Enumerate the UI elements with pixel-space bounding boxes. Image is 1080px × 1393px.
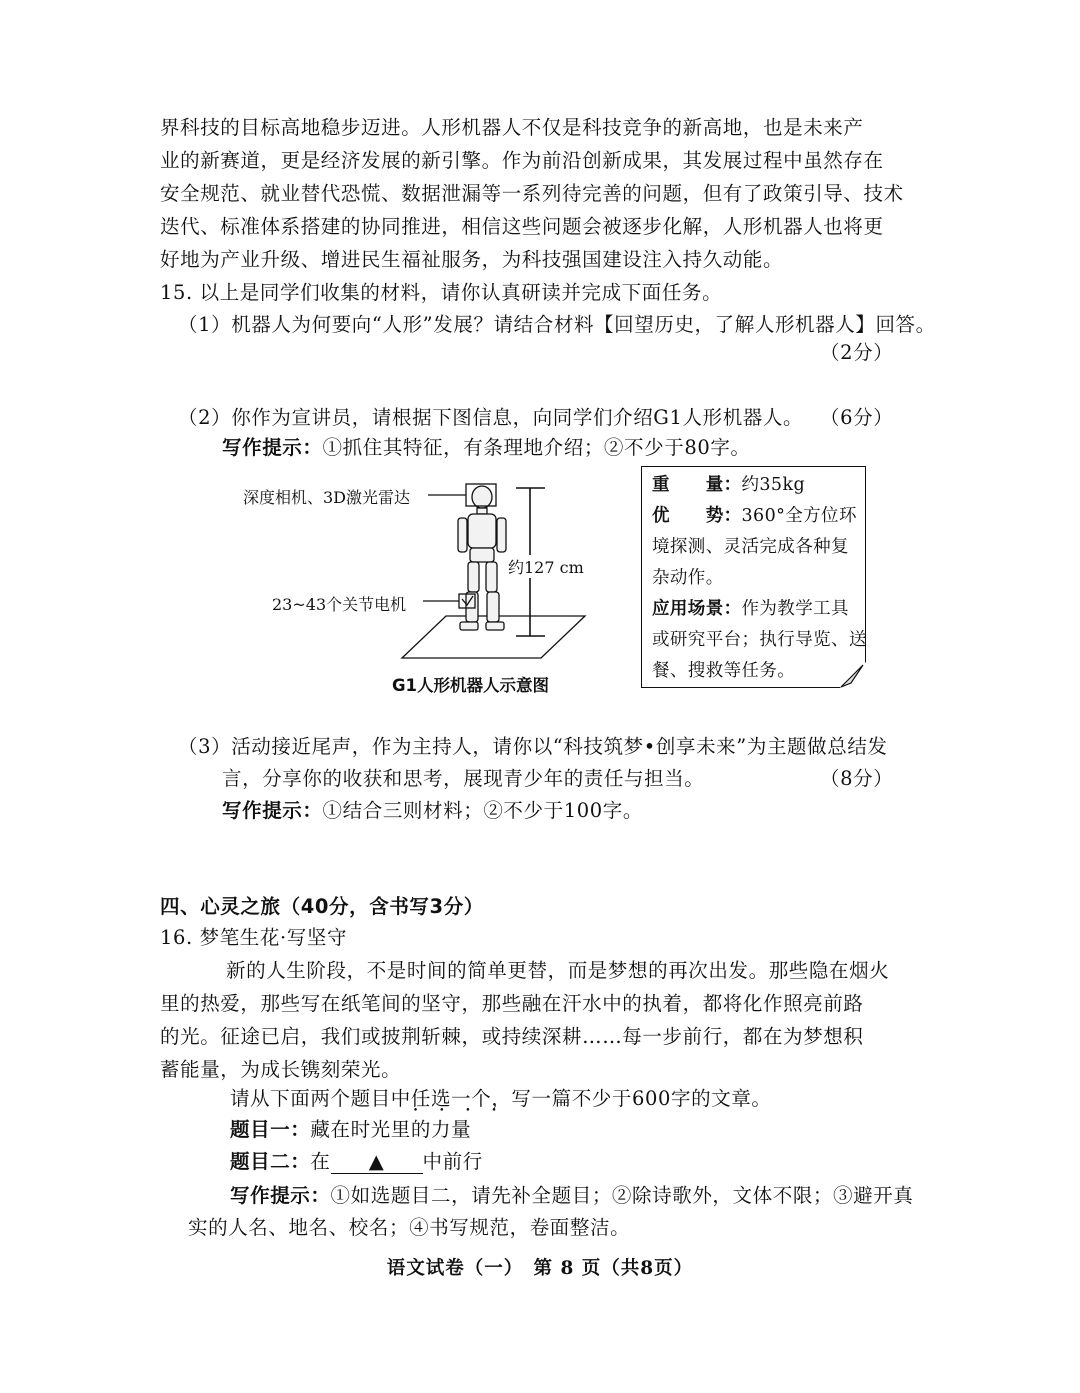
topic-two: [230, 1148, 483, 1176]
spec-scene-1: 作为教学工具: [741, 599, 849, 619]
spec-adv-2: 境探测、灵活完成各种复: [652, 537, 849, 557]
label-joints: 23~43个关节电机: [272, 595, 407, 614]
q15-sub3-line1: （3）活动接近尾声，作为主持人，请你以“科技筑梦•创享未来”为主题做总结发: [178, 735, 888, 758]
hint-text: ①抓住其特征，有条理地介绍；②不少于80字。: [322, 436, 751, 459]
q15-sub3-line2: 言，分享你的收获和思考，展现青少年的责任与担当。: [222, 767, 705, 790]
hint-label: 写作提示：: [222, 799, 323, 822]
q16-para-line: 蓄能量，为成长镌刻荣光。: [160, 1058, 402, 1081]
topic2-blank: ▲: [331, 1151, 423, 1174]
topic1-text: 藏在时光里的力量: [310, 1118, 472, 1141]
spec-scene: [652, 594, 849, 625]
q16-para-line: 的光。征途已启，我们或披荆斩棘，或持续深耕……每一步前行，都在为梦想积: [160, 1025, 864, 1048]
section4-title: 四、心灵之旅（40分，含书写3分）: [160, 895, 484, 918]
spec-scene-3: 餐、搜救等任务。: [652, 661, 796, 681]
material-line: 业的新赛道，更是经济发展的新引擎。作为前沿创新成果，其发展过程中虽然存在: [160, 149, 884, 172]
spec-note: [641, 466, 866, 688]
topic-one: [230, 1116, 471, 1144]
spec-weight-key: 重 量：: [652, 475, 742, 495]
instr-post: ，写一篇不少于600字的文章。: [491, 1087, 772, 1110]
spec-weight-value: 约35kg: [741, 475, 806, 495]
spec-adv-key: 优 势：: [652, 506, 742, 526]
figure-caption: G1人形机器人示意图: [392, 676, 550, 695]
material-line: 界科技的目标高地稳步迈进。人形机器人不仅是科技竞争的新高地，也是未来产: [160, 116, 864, 139]
label-height: 约127 cm: [506, 555, 586, 578]
q15-sub3-hint: [222, 797, 643, 825]
topic1-label: 题目一：: [230, 1118, 311, 1141]
hint-text: ①结合三则材料；②不少于100字。: [322, 799, 643, 822]
hint-label: 写作提示：: [230, 1184, 331, 1207]
q15-sub2-score: （6分）: [820, 406, 894, 429]
q16-para-line: 里的热爱，那些写在纸笔间的坚守，那些融在汗水中的执着，都将化作照亮前路: [160, 992, 864, 1015]
spec-weight: [652, 470, 805, 501]
page-curl-icon: [839, 661, 867, 689]
q15-sub1: （1）机器人为何要向“人形”发展？请结合材料【回望历史，了解人形机器人】回答。: [178, 313, 936, 336]
q16-instruction: [230, 1085, 772, 1113]
spec-adv-3: 杂动作。: [652, 568, 724, 588]
q15-sub3-score: （8分）: [820, 767, 894, 790]
label-sensors: 深度相机、3D激光雷达: [243, 488, 411, 507]
q15-sub1-score: （2分）: [820, 341, 894, 364]
q15-sub2: （2）你作为宣讲员，请根据下图信息，向同学们介绍G1人形机器人。: [178, 406, 804, 429]
spec-scene-key: 应用场景：: [652, 599, 742, 619]
spec-scene-2: 或研究平台；执行导览、送: [652, 630, 867, 650]
q16-hint-line2: 实的人名、地名、校名；④书写规范，卷面整洁。: [188, 1216, 631, 1239]
topic2-label: 题目二：: [230, 1150, 311, 1173]
q16-title: 16. 梦笔生花·写坚守: [160, 926, 348, 949]
instr-pre: 请从下面两个题目中: [230, 1087, 411, 1110]
q15-stem: 15. 以上是同学们收集的材料，请你认真研读并完成下面任务。: [160, 281, 723, 304]
page-footer: 语文试卷（一） 第 8 页（共8页）: [386, 1258, 694, 1279]
topic2-post: 中前行: [422, 1150, 483, 1173]
spec-adv-1: 360°全方位环: [741, 506, 857, 526]
q16-hint-line1: [230, 1182, 913, 1210]
hint-text: ①如选题目二，请先补全题目；②除诗歌外，文体不限；③避开真: [330, 1184, 914, 1207]
instr-dotted: 任选一个 • • • •: [411, 1087, 491, 1110]
material-line: 迭代、标准体系搭建的协同推进，相信这些问题会被逐步化解，人形机器人也将更: [160, 215, 884, 238]
material-line: 好地为产业升级、增进民生福祉服务，为科技强国建设注入持久动能。: [160, 248, 784, 271]
material-line: 安全规范、就业替代恐慌、数据泄漏等一系列待完善的问题，但有了政策引导、技术: [160, 182, 904, 205]
topic2-pre: 在: [310, 1150, 331, 1173]
hint-label: 写作提示：: [222, 436, 323, 459]
spec-advantage: [652, 501, 857, 532]
q16-para-line: 新的人生阶段，不是时间的简单更替，而是梦想的再次出发。那些隐在烟火: [226, 959, 890, 982]
